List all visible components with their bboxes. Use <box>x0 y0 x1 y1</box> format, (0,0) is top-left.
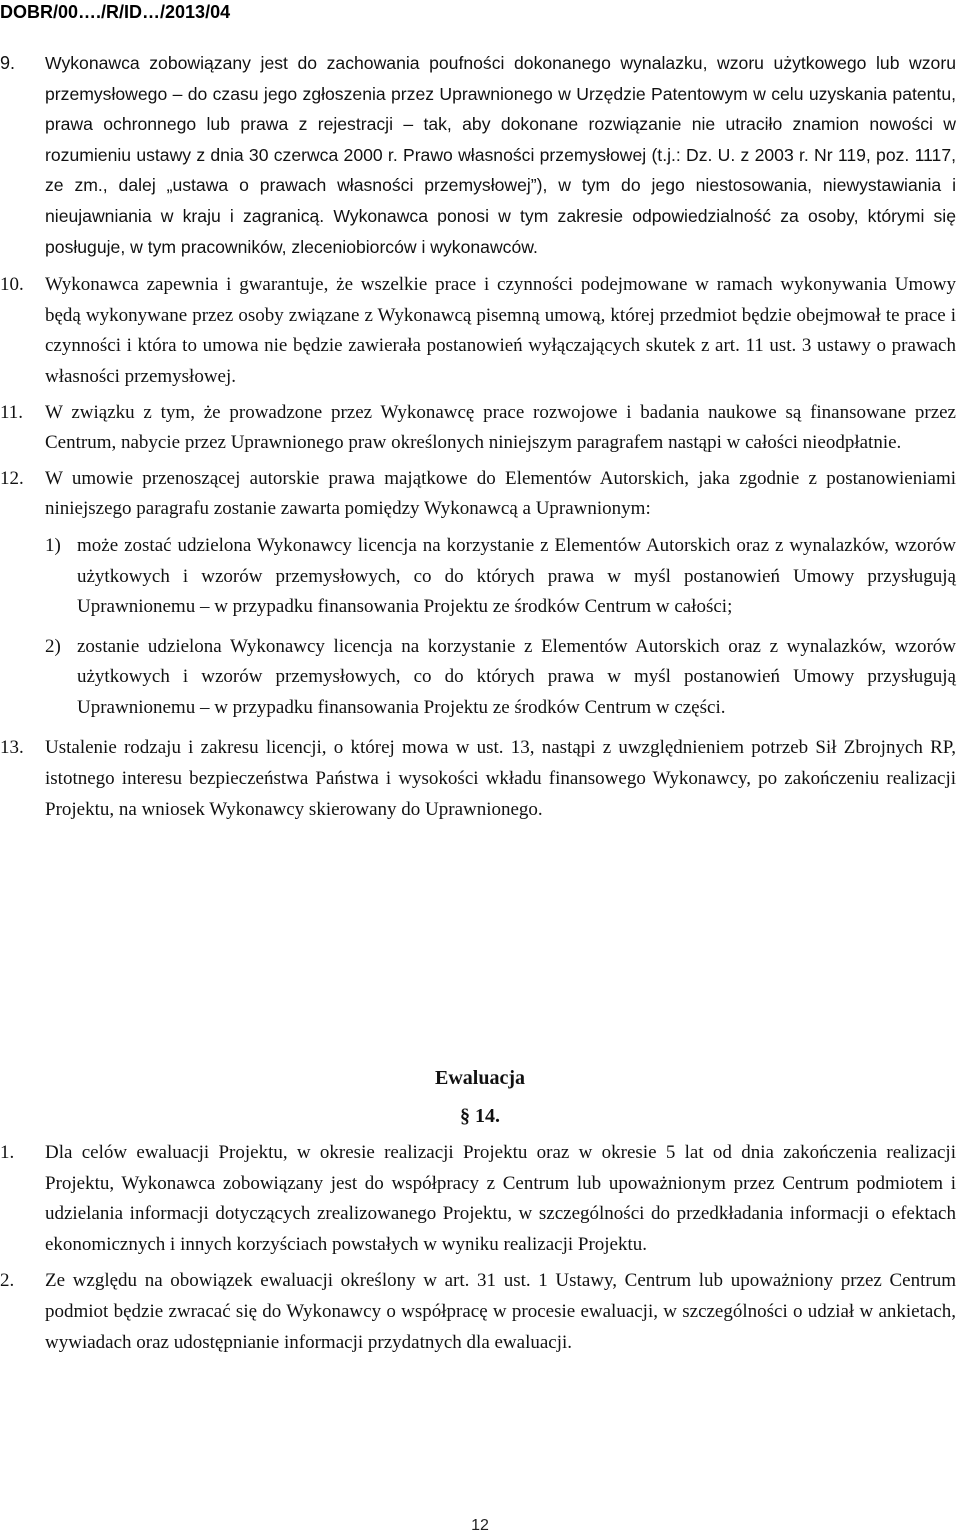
item-container <box>45 464 956 729</box>
subitem-number: 2) <box>45 635 61 657</box>
item-text: W związku z tym, że prowadzone przez Wykonawcę prace rozwojowe i badania naukowe są finansowane przez Centrum, nabycie przez Uprawnionego praw określonych niniejszym paragrafem nastąpi w całości nieodpłatnie. <box>45 401 956 454</box>
list-item <box>0 270 956 392</box>
list-item <box>0 48 956 262</box>
subitem-number: 1) <box>45 534 61 556</box>
item-number: 11. <box>0 401 24 423</box>
list-item <box>0 733 956 825</box>
item-text: Wykonawca zobowiązany jest do zachowania poufności dokonanego wynalazku, wzoru użytkowego lub wzoru przemysłowego – do czasu jego zgłoszenia przez Uprawnionego w Urzędzie Patentowym w celu uzyskania patentu, prawa ochronnego lub prawa z rejestracji – tak, aby dokonane rozwiązanie nie utraciło znamion nowości w rozumieniu ustawy z dnia 30 czerwca 2000 r. Prawo własności przemysłowej (t.j.: Dz. U. z 2003 r. Nr 119, poz. 1117, ze zm., dalej „ustawa o prawach własności przemysłowej”), w tym do jego niestosowania, niewystawiania i nieujawniania w kraju i zagranicą. Wykonawca ponosi w tym zakresie odpowiedzialność za osoby, którymi się posługuje, w tym pracowników, zleceniobiorców i wykonawców. <box>45 53 956 257</box>
document-code: DOBR/00…./R/ID…/2013/04 <box>0 2 231 22</box>
item-text: W umowie przenoszącej autorskie prawa majątkowe do Elementów Autorskich, jaka zgodnie z postanowieniami niniejszego paragrafu zostanie zawarta pomiędzy Wykonawcą a Uprawnionym: <box>45 467 956 520</box>
list-item <box>0 1138 956 1260</box>
list-item <box>0 1266 956 1358</box>
item-number: 2. <box>0 1270 15 1292</box>
item-number: 1. <box>0 1142 15 1163</box>
item-number: 10. <box>0 274 24 296</box>
item-number: 12. <box>0 467 24 489</box>
section-number: § 14. <box>460 1105 500 1127</box>
section-heading: Ewaluacja <box>435 1067 525 1089</box>
subitem-text: zostanie udzielona Wykonawcy licencja na korzystanie z Elementów Autorskich oraz z wynalazków, wzorów użytkowych i wzorów przemysłowych, co do których prawa w myśl postanowień Umowy przysługują Uprawnionemu – w przypadku finansowania Projektu ze środków Centrum w części. <box>77 635 956 718</box>
item-text: Wykonawca zapewnia i gwarantuje, że wszelkie prace i czynności podejmowane w ramach wykonywania Umowy będą wykonywane przez osoby związane z Wykonawcą pisemną umową, której przedmiot będzie obejmował te prace i czynności i która to umowa nie będzie zawierała postanowień wyłączających skutek z art. 11 ust. 3 ustawy o prawach własności przemysłowej. <box>45 274 956 387</box>
item-number: 9. <box>0 53 16 73</box>
item-text: Ze względu na obowiązek ewaluacji określony w art. 31 ust. 1 Ustawy, Centrum lub upoważniony przez Centrum podmiot będzie zwracać się do Wykonawcy o współpracę w procesie ewaluacji, w szczególności o udział w ankietach, wywiadach oraz udostępnianie informacji przydatnych dla ewaluacji. <box>45 1270 956 1353</box>
page-number: 12 <box>471 1517 489 1534</box>
item-number: 13. <box>0 737 24 759</box>
item-text: Ustalenie rodzaju i zakresu licencji, o której mowa w ust. 13, nastąpi z uwzględnieniem potrzeb Sił Zbrojnych RP, istotnego interesu bezpieczeństwa Państwa i wysokości wkładu finansowego Wykonawcy, po zakończeniu realizacji Projektu, na wniosek Wykonawcy skierowany do Uprawnionego. <box>45 737 956 820</box>
sub-list-item <box>45 531 956 623</box>
list-item <box>0 464 956 729</box>
item-text: Dla celów ewaluacji Projektu, w okresie realizacji Projektu oraz w okresie 5 lat od dnia zakończenia realizacji Projektu, Wykonawca zobowiązany jest do współpracy z Centrum lub upoważnionym przez Centrum podmiotem i udzielania informacji dotyczących zrealizowanego Projektu, w szczególności do przedkładania informacji o efektach ekonomicznych i innych korzyściach powstałych w wyniku realizacji Projektu. <box>45 1142 956 1255</box>
sub-list-item <box>45 632 956 724</box>
list-item <box>0 398 956 459</box>
evaluation-items <box>0 1138 956 1358</box>
section-items <box>0 48 956 825</box>
subitem-text: może zostać udzielona Wykonawcy licencja na korzystanie z Elementów Autorskich oraz z wynalazków, wzorów użytkowych i wzorów przemysłowych, co do których prawa w myśl postanowień Umowy przysługują Uprawnionemu – w przypadku finansowania Projektu ze środków Centrum w całości; <box>77 534 956 618</box>
